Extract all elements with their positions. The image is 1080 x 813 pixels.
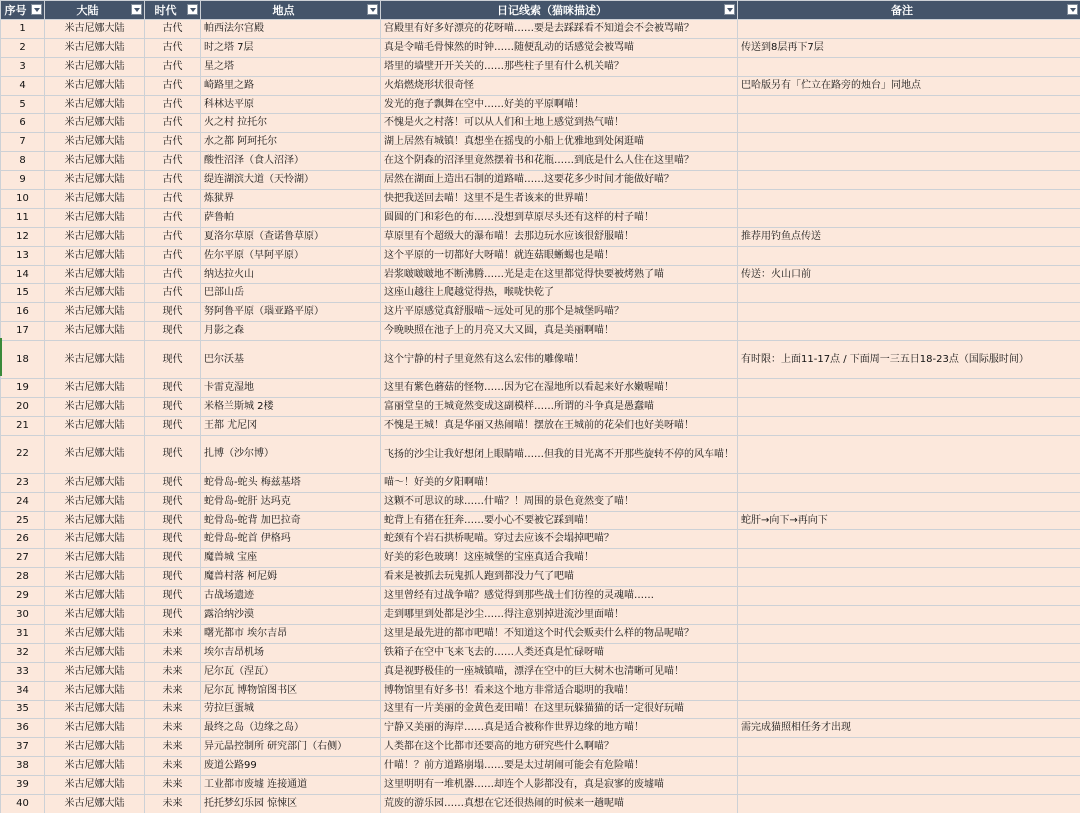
- table-row[interactable]: [1, 246, 1080, 265]
- cell-number[interactable]: 6: [1, 114, 45, 133]
- header-row: [1, 1, 1080, 20]
- header-num: 序号: [1, 1, 45, 20]
- cell-continent[interactable]: 米古尼娜大陆: [45, 379, 145, 398]
- table-row[interactable]: [1, 700, 1080, 719]
- cell-diary-clue[interactable]: 看来是被抓去玩鬼抓人跑到都没力气了吧喵: [381, 568, 738, 587]
- cell-era[interactable]: 现代: [145, 435, 201, 473]
- cell-place[interactable]: 科林达平原: [201, 95, 381, 114]
- cell-place[interactable]: 蛇骨岛-蛇背 加巴拉奇: [201, 511, 381, 530]
- cell-place[interactable]: 王都 尤尼冈: [201, 416, 381, 435]
- cell-number[interactable]: 28: [1, 568, 45, 587]
- cell-number[interactable]: 32: [1, 643, 45, 662]
- cell-place[interactable]: 水之都 阿珂托尔: [201, 133, 381, 152]
- cell-diary-clue[interactable]: 不愧是火之村落！可以从人们和土地上感觉到热气喵！: [381, 114, 738, 133]
- cell-diary-clue[interactable]: 今晚映照在池子上的月亮又大又圆，真是美丽啊喵！: [381, 322, 738, 341]
- cell-era[interactable]: 现代: [145, 379, 201, 398]
- cell-diary-clue[interactable]: 草原里有个超级大的瀑布喵！去那边玩水应该很舒服喵！: [381, 227, 738, 246]
- cell-era[interactable]: 现代: [145, 492, 201, 511]
- cell-diary-clue[interactable]: 不愧是王城！真是华丽又热闹喵！摆放在王城前的花朵们也好美呀喵！: [381, 416, 738, 435]
- cell-place[interactable]: 魔兽村落 柯尼姆: [201, 568, 381, 587]
- table-row[interactable]: [1, 152, 1080, 171]
- cell-number[interactable]: 34: [1, 681, 45, 700]
- cell-continent[interactable]: 米古尼娜大陆: [45, 587, 145, 606]
- table-row[interactable]: [1, 568, 1080, 587]
- cell-place[interactable]: 埃尔吉昂机场: [201, 643, 381, 662]
- table-row[interactable]: [1, 757, 1080, 776]
- filter-dropdown-icon[interactable]: [131, 4, 142, 15]
- cell-note[interactable]: [738, 700, 1080, 719]
- cell-diary-clue[interactable]: 塔里的墙壁开开关关的……那些柱子里有什么机关喵？: [381, 57, 738, 76]
- table-row[interactable]: [1, 794, 1080, 813]
- cell-number[interactable]: 5: [1, 95, 45, 114]
- cell-era[interactable]: 现代: [145, 606, 201, 625]
- cell-number[interactable]: 21: [1, 416, 45, 435]
- cell-continent[interactable]: 米古尼娜大陆: [45, 719, 145, 738]
- cell-note[interactable]: 推荐用钓鱼点传送: [738, 227, 1080, 246]
- cell-number[interactable]: 17: [1, 322, 45, 341]
- cell-note[interactable]: [738, 624, 1080, 643]
- cell-note[interactable]: 巴哈版另有「伫立在路旁的烛台」同地点: [738, 76, 1080, 95]
- table-row[interactable]: [1, 624, 1080, 643]
- cell-place[interactable]: 火之村 拉托尔: [201, 114, 381, 133]
- cell-era[interactable]: 未来: [145, 624, 201, 643]
- cell-number[interactable]: 31: [1, 624, 45, 643]
- cell-continent[interactable]: 米古尼娜大陆: [45, 284, 145, 303]
- table-row[interactable]: [1, 398, 1080, 417]
- cell-number[interactable]: 7: [1, 133, 45, 152]
- cell-place[interactable]: 炼狱界: [201, 190, 381, 209]
- cell-number[interactable]: 9: [1, 171, 45, 190]
- cell-number[interactable]: 27: [1, 549, 45, 568]
- cell-continent[interactable]: 米古尼娜大陆: [45, 171, 145, 190]
- cell-continent[interactable]: 米古尼娜大陆: [45, 190, 145, 209]
- cell-place[interactable]: 尼尔瓦 博物馆图书区: [201, 681, 381, 700]
- table-row[interactable]: [1, 227, 1080, 246]
- cell-number[interactable]: 22: [1, 435, 45, 473]
- cell-note[interactable]: [738, 738, 1080, 757]
- cell-note[interactable]: [738, 681, 1080, 700]
- cell-era[interactable]: 古代: [145, 208, 201, 227]
- cell-diary-clue[interactable]: 喵～！好美的夕阳啊喵！: [381, 473, 738, 492]
- cell-place[interactable]: 月影之森: [201, 322, 381, 341]
- table-row[interactable]: [1, 435, 1080, 473]
- cell-era[interactable]: 现代: [145, 473, 201, 492]
- table-row[interactable]: [1, 190, 1080, 209]
- table-row[interactable]: [1, 587, 1080, 606]
- filter-dropdown-icon[interactable]: [187, 4, 198, 15]
- cell-place[interactable]: 巴尔沃基: [201, 341, 381, 379]
- table-row[interactable]: [1, 57, 1080, 76]
- cell-continent[interactable]: 米古尼娜大陆: [45, 776, 145, 795]
- header-continent: 大陆: [45, 1, 145, 20]
- cell-continent[interactable]: 米古尼娜大陆: [45, 76, 145, 95]
- cell-diary-clue[interactable]: 这里明明有一堆机器……却连个人影都没有，真是寂寥的废墟喵: [381, 776, 738, 795]
- cell-era[interactable]: 古代: [145, 265, 201, 284]
- cell-continent[interactable]: 米古尼娜大陆: [45, 133, 145, 152]
- cell-diary-clue[interactable]: 湖上居然有城镇！真想坐在摇曳的小船上优雅地到处闲逛喵: [381, 133, 738, 152]
- cell-era[interactable]: 现代: [145, 341, 201, 379]
- cell-era[interactable]: 现代: [145, 587, 201, 606]
- cell-era[interactable]: 未来: [145, 757, 201, 776]
- cell-era[interactable]: 未来: [145, 738, 201, 757]
- table-row[interactable]: [1, 416, 1080, 435]
- cell-note[interactable]: 需完成猫照相任务才出现: [738, 719, 1080, 738]
- table-row[interactable]: [1, 171, 1080, 190]
- cell-era[interactable]: 现代: [145, 398, 201, 417]
- cell-diary-clue[interactable]: 火焰燃烧形状很奇怪: [381, 76, 738, 95]
- cell-place[interactable]: 崎路里之路: [201, 76, 381, 95]
- cell-continent[interactable]: 米古尼娜大陆: [45, 246, 145, 265]
- cell-era[interactable]: 未来: [145, 662, 201, 681]
- cell-number[interactable]: 15: [1, 284, 45, 303]
- cell-place[interactable]: 古战场遗迹: [201, 587, 381, 606]
- cell-place[interactable]: 托托梦幻乐园 惊悚区: [201, 794, 381, 813]
- cell-note[interactable]: [738, 322, 1080, 341]
- cell-note[interactable]: [738, 587, 1080, 606]
- cell-note[interactable]: [738, 95, 1080, 114]
- cell-note[interactable]: [738, 757, 1080, 776]
- cell-place[interactable]: 曙光都市 埃尔吉昂: [201, 624, 381, 643]
- cell-continent[interactable]: 米古尼娜大陆: [45, 95, 145, 114]
- cell-note[interactable]: [738, 549, 1080, 568]
- cell-number[interactable]: 18: [1, 341, 45, 379]
- header-place: 地点: [201, 1, 381, 20]
- cell-continent[interactable]: 米古尼娜大陆: [45, 341, 145, 379]
- cell-diary-clue[interactable]: 这个宁静的村子里竟然有这么宏伟的雕像喵！: [381, 341, 738, 379]
- cell-era[interactable]: 古代: [145, 76, 201, 95]
- row-selection-marker: [0, 338, 2, 376]
- cell-era[interactable]: 古代: [145, 20, 201, 39]
- cell-number[interactable]: 39: [1, 776, 45, 795]
- cell-era[interactable]: 古代: [145, 284, 201, 303]
- table-row[interactable]: [1, 681, 1080, 700]
- table-row[interactable]: [1, 95, 1080, 114]
- cell-note[interactable]: [738, 190, 1080, 209]
- cell-number[interactable]: 11: [1, 208, 45, 227]
- cell-diary-clue[interactable]: 这个平原的一切都好大呀喵！就连菇眼蜥蜴也是喵！: [381, 246, 738, 265]
- cell-place[interactable]: 酸性沼泽（食人沼泽）: [201, 152, 381, 171]
- cell-diary-clue[interactable]: 荒废的游乐园……真想在它还很热闹的时候来一趟呢喵: [381, 794, 738, 813]
- header-era: 时代: [145, 1, 201, 20]
- cell-number[interactable]: 20: [1, 398, 45, 417]
- cell-note[interactable]: [738, 398, 1080, 417]
- table-row[interactable]: [1, 208, 1080, 227]
- cell-continent[interactable]: 米古尼娜大陆: [45, 738, 145, 757]
- cell-place[interactable]: 纳达拉火山: [201, 265, 381, 284]
- cell-continent[interactable]: 米古尼娜大陆: [45, 643, 145, 662]
- cell-number[interactable]: 2: [1, 38, 45, 57]
- table-row[interactable]: [1, 643, 1080, 662]
- cell-era[interactable]: 古代: [145, 95, 201, 114]
- cell-continent[interactable]: 米古尼娜大陆: [45, 549, 145, 568]
- cell-continent[interactable]: 米古尼娜大陆: [45, 152, 145, 171]
- cell-note[interactable]: [738, 568, 1080, 587]
- cell-era[interactable]: 现代: [145, 322, 201, 341]
- cell-era[interactable]: 现代: [145, 549, 201, 568]
- cell-note[interactable]: [738, 114, 1080, 133]
- cell-continent[interactable]: 米古尼娜大陆: [45, 473, 145, 492]
- cell-number[interactable]: 24: [1, 492, 45, 511]
- table-row[interactable]: [1, 303, 1080, 322]
- cell-place[interactable]: 尼尔瓦（涅瓦）: [201, 662, 381, 681]
- cell-number[interactable]: 30: [1, 606, 45, 625]
- cell-diary-clue[interactable]: 岩浆啵啵啵地不断沸腾……光是走在这里都觉得快要被烤熟了喵: [381, 265, 738, 284]
- cell-continent[interactable]: 米古尼娜大陆: [45, 227, 145, 246]
- cell-number[interactable]: 38: [1, 757, 45, 776]
- table-row[interactable]: [1, 114, 1080, 133]
- cell-diary-clue[interactable]: 博物馆里有好多书！看来这个地方非常适合聪明的我喵！: [381, 681, 738, 700]
- cell-diary-clue[interactable]: 圆圆的门和彩色的布……没想到草原尽头还有这样的村子喵！: [381, 208, 738, 227]
- cell-place[interactable]: 佐尔平原（早阿平原）: [201, 246, 381, 265]
- cell-note[interactable]: [738, 303, 1080, 322]
- cell-continent[interactable]: 米古尼娜大陆: [45, 265, 145, 284]
- cell-note[interactable]: 蛇肝→向下→再向下: [738, 511, 1080, 530]
- cell-number[interactable]: 3: [1, 57, 45, 76]
- cell-note[interactable]: [738, 662, 1080, 681]
- cell-era[interactable]: 古代: [145, 114, 201, 133]
- cell-place[interactable]: 帕西法尔宫殿: [201, 20, 381, 39]
- table-row[interactable]: [1, 492, 1080, 511]
- cell-note[interactable]: [738, 492, 1080, 511]
- cell-continent[interactable]: 米古尼娜大陆: [45, 530, 145, 549]
- cell-continent[interactable]: 米古尼娜大陆: [45, 662, 145, 681]
- cell-note[interactable]: 传送：火山口前: [738, 265, 1080, 284]
- table-row[interactable]: [1, 776, 1080, 795]
- cell-continent[interactable]: 米古尼娜大陆: [45, 303, 145, 322]
- table-row[interactable]: [1, 662, 1080, 681]
- cell-note[interactable]: 传送到8层再下7层: [738, 38, 1080, 57]
- cell-note[interactable]: [738, 435, 1080, 473]
- cell-continent[interactable]: 米古尼娜大陆: [45, 700, 145, 719]
- cell-continent[interactable]: 米古尼娜大陆: [45, 38, 145, 57]
- cell-place[interactable]: 卡雷克湿地: [201, 379, 381, 398]
- cell-note[interactable]: [738, 606, 1080, 625]
- cell-number[interactable]: 14: [1, 265, 45, 284]
- cell-era[interactable]: 现代: [145, 568, 201, 587]
- table-row[interactable]: [1, 549, 1080, 568]
- cell-number[interactable]: 36: [1, 719, 45, 738]
- cell-continent[interactable]: 米古尼娜大陆: [45, 794, 145, 813]
- cell-continent[interactable]: 米古尼娜大陆: [45, 492, 145, 511]
- cell-place[interactable]: 星之塔: [201, 57, 381, 76]
- filter-dropdown-icon[interactable]: [31, 4, 42, 15]
- cell-era[interactable]: 未来: [145, 794, 201, 813]
- table-row[interactable]: [1, 284, 1080, 303]
- cell-diary-clue[interactable]: 铁箱子在空中飞来飞去的……人类还真是忙碌呀喵: [381, 643, 738, 662]
- cell-number[interactable]: 37: [1, 738, 45, 757]
- cell-diary-clue[interactable]: 这里曾经有过战争喵？感觉得到那些战士们彷徨的灵魂喵……: [381, 587, 738, 606]
- cell-continent[interactable]: 米古尼娜大陆: [45, 322, 145, 341]
- cell-note[interactable]: [738, 20, 1080, 39]
- cell-diary-clue[interactable]: 宁静又美丽的海岸……真是适合被称作世界边缘的地方喵！: [381, 719, 738, 738]
- cell-place[interactable]: 蛇骨岛-蛇肝 达玛克: [201, 492, 381, 511]
- cell-era[interactable]: 现代: [145, 303, 201, 322]
- cell-note[interactable]: [738, 794, 1080, 813]
- cell-continent[interactable]: 米古尼娜大陆: [45, 757, 145, 776]
- cell-era[interactable]: 未来: [145, 776, 201, 795]
- cell-diary-clue[interactable]: 宫殿里有好多好漂亮的花呀喵……要是去踩踩看不知道会不会被骂喵？: [381, 20, 738, 39]
- cell-diary-clue[interactable]: 真是视野极佳的一座城镇喵，漂浮在空中的巨大树木也清晰可见喵！: [381, 662, 738, 681]
- cell-era[interactable]: 现代: [145, 530, 201, 549]
- cell-number[interactable]: 40: [1, 794, 45, 813]
- cell-continent[interactable]: 米古尼娜大陆: [45, 416, 145, 435]
- cell-era[interactable]: 现代: [145, 511, 201, 530]
- cell-place[interactable]: 工业都市废墟 连接通道: [201, 776, 381, 795]
- table-row[interactable]: [1, 76, 1080, 95]
- cell-note[interactable]: [738, 133, 1080, 152]
- cell-note[interactable]: [738, 416, 1080, 435]
- cell-number[interactable]: 23: [1, 473, 45, 492]
- cell-note[interactable]: [738, 152, 1080, 171]
- cell-diary-clue[interactable]: 这颗不可思议的球……什喵？！周围的景色竟然变了喵！: [381, 492, 738, 511]
- table-row[interactable]: [1, 133, 1080, 152]
- table-row[interactable]: [1, 738, 1080, 757]
- table-row[interactable]: [1, 719, 1080, 738]
- table-row[interactable]: [1, 606, 1080, 625]
- table-body: [1, 20, 1080, 813]
- cell-number[interactable]: 13: [1, 246, 45, 265]
- cell-place[interactable]: 萨鲁帕: [201, 208, 381, 227]
- cell-era[interactable]: 未来: [145, 700, 201, 719]
- table-row[interactable]: [1, 511, 1080, 530]
- cell-place[interactable]: 缇连湖滨大道（天怜湖）: [201, 171, 381, 190]
- cell-continent[interactable]: 米古尼娜大陆: [45, 208, 145, 227]
- cell-number[interactable]: 25: [1, 511, 45, 530]
- cell-continent[interactable]: 米古尼娜大陆: [45, 114, 145, 133]
- cell-diary-clue[interactable]: 快把我送回去喵！这里不是生者该来的世界喵！: [381, 190, 738, 209]
- header-diary: 日记线索（猫咪描述）: [381, 1, 738, 20]
- cell-place[interactable]: 扎博（沙尔博）: [201, 435, 381, 473]
- cell-diary-clue[interactable]: 蛇颈有个岩石拱桥呢喵。穿过去应该不会塌掉吧喵？: [381, 530, 738, 549]
- filter-dropdown-icon[interactable]: [724, 4, 735, 15]
- cell-continent[interactable]: 米古尼娜大陆: [45, 57, 145, 76]
- cell-era[interactable]: 古代: [145, 227, 201, 246]
- cell-note[interactable]: [738, 284, 1080, 303]
- cell-diary-clue[interactable]: 这座山越往上爬越觉得热，喉咙快乾了: [381, 284, 738, 303]
- cell-note[interactable]: [738, 171, 1080, 190]
- cell-era[interactable]: 未来: [145, 643, 201, 662]
- cell-place[interactable]: 异元晶控制所 研究部门（右侧）: [201, 738, 381, 757]
- cell-diary-clue[interactable]: 蛇背上有猪在狂奔……要小心不要被它踩到喵！: [381, 511, 738, 530]
- cell-continent[interactable]: 米古尼娜大陆: [45, 624, 145, 643]
- cell-era[interactable]: 未来: [145, 681, 201, 700]
- cell-diary-clue[interactable]: 这里有一片美丽的金黄色麦田喵！在这里玩躲猫猫的话一定很好玩喵: [381, 700, 738, 719]
- cell-number[interactable]: 10: [1, 190, 45, 209]
- cell-diary-clue[interactable]: 在这个阴森的沼泽里竟然摆着书和花瓶……到底是什么人住在这里喵？: [381, 152, 738, 171]
- table-row[interactable]: [1, 341, 1080, 379]
- table-row[interactable]: [1, 530, 1080, 549]
- cell-diary-clue[interactable]: 真是令喵毛骨悚然的时钟……随便乱动的话感觉会被骂喵: [381, 38, 738, 57]
- table-row[interactable]: [1, 322, 1080, 341]
- cell-note[interactable]: [738, 473, 1080, 492]
- cell-place[interactable]: 魔兽城 宝座: [201, 549, 381, 568]
- cell-note[interactable]: [738, 246, 1080, 265]
- cell-number[interactable]: 19: [1, 379, 45, 398]
- cell-place[interactable]: 废道公路99: [201, 757, 381, 776]
- cell-era[interactable]: 古代: [145, 246, 201, 265]
- filter-dropdown-icon[interactable]: [367, 4, 378, 15]
- cell-number[interactable]: 4: [1, 76, 45, 95]
- cell-diary-clue[interactable]: 走到哪里到处都是沙尘……得注意别掉进流沙里面喵！: [381, 606, 738, 625]
- cell-diary-clue[interactable]: 富丽堂皇的王城竟然变成这副模样……所谓的斗争真是愚蠢喵: [381, 398, 738, 417]
- cell-continent[interactable]: 米古尼娜大陆: [45, 606, 145, 625]
- cell-place[interactable]: 时之塔 7层: [201, 38, 381, 57]
- table-row[interactable]: [1, 20, 1080, 39]
- cell-place[interactable]: 蛇骨岛-蛇头 梅兹基塔: [201, 473, 381, 492]
- cell-diary-clue[interactable]: 居然在湖面上造出石制的道路喵……这要花多少时间才能做好喵？: [381, 171, 738, 190]
- filter-dropdown-icon[interactable]: [1067, 4, 1078, 15]
- cell-number[interactable]: 35: [1, 700, 45, 719]
- cell-continent[interactable]: 米古尼娜大陆: [45, 398, 145, 417]
- cell-note[interactable]: [738, 643, 1080, 662]
- cell-era[interactable]: 古代: [145, 190, 201, 209]
- cell-number[interactable]: 8: [1, 152, 45, 171]
- cell-place[interactable]: 米格兰斯城 2楼: [201, 398, 381, 417]
- cell-note[interactable]: 有时限：上面11-17点 / 下面周一三五日18-23点（国际服时间）: [738, 341, 1080, 379]
- cell-place[interactable]: 劳拉巨蛋城: [201, 700, 381, 719]
- cell-place[interactable]: 巴部山岳: [201, 284, 381, 303]
- table-row[interactable]: [1, 379, 1080, 398]
- cell-number[interactable]: 33: [1, 662, 45, 681]
- cell-era[interactable]: 古代: [145, 171, 201, 190]
- cell-era[interactable]: 古代: [145, 38, 201, 57]
- cell-number[interactable]: 16: [1, 303, 45, 322]
- cell-era[interactable]: 古代: [145, 57, 201, 76]
- cell-diary-clue[interactable]: 这里是最先进的都市吧喵！不知道这个时代会贩卖什么样的物品呢喵？: [381, 624, 738, 643]
- cell-diary-clue[interactable]: 这片平原感觉真舒服喵～远处可见的那个是城堡吗喵？: [381, 303, 738, 322]
- cell-diary-clue[interactable]: 这里有紫色蘑菇的怪物……因为它在湿地所以看起来好水嫩喔喵！: [381, 379, 738, 398]
- cell-era[interactable]: 现代: [145, 416, 201, 435]
- cell-place[interactable]: 露洽纳沙漠: [201, 606, 381, 625]
- cell-note[interactable]: [738, 208, 1080, 227]
- cell-number[interactable]: 29: [1, 587, 45, 606]
- cell-place[interactable]: 夏洛尔草原（查诺鲁草原）: [201, 227, 381, 246]
- cell-note[interactable]: [738, 379, 1080, 398]
- header-note: 备注: [738, 1, 1080, 20]
- cell-number[interactable]: 12: [1, 227, 45, 246]
- cell-note[interactable]: [738, 530, 1080, 549]
- cell-continent[interactable]: 米古尼娜大陆: [45, 511, 145, 530]
- cell-era[interactable]: 古代: [145, 152, 201, 171]
- cell-diary-clue[interactable]: 什喵！？前方道路崩塌……要是太过胡闹可能会有危险喵！: [381, 757, 738, 776]
- cell-number[interactable]: 1: [1, 20, 45, 39]
- cell-number[interactable]: 26: [1, 530, 45, 549]
- cell-diary-clue[interactable]: 发光的孢子飘舞在空中……好美的平原啊喵！: [381, 95, 738, 114]
- cell-continent[interactable]: 米古尼娜大陆: [45, 568, 145, 587]
- cell-note[interactable]: [738, 776, 1080, 795]
- cell-era[interactable]: 古代: [145, 133, 201, 152]
- cell-diary-clue[interactable]: 人类都在这个比都市还要高的地方研究些什么啊喵？: [381, 738, 738, 757]
- cell-note[interactable]: [738, 57, 1080, 76]
- cell-continent[interactable]: 米古尼娜大陆: [45, 20, 145, 39]
- cell-place[interactable]: 最终之岛（边缘之岛）: [201, 719, 381, 738]
- table-row[interactable]: [1, 473, 1080, 492]
- cell-era[interactable]: 未来: [145, 719, 201, 738]
- cell-place[interactable]: 努阿鲁平原（瑙亚路平原）: [201, 303, 381, 322]
- cell-continent[interactable]: 米古尼娜大陆: [45, 681, 145, 700]
- cell-continent[interactable]: 米古尼娜大陆: [45, 435, 145, 473]
- cell-diary-clue[interactable]: 好美的彩色玻璃！这座城堡的宝座真适合我喵！: [381, 549, 738, 568]
- cell-diary-clue[interactable]: 飞扬的沙尘让我好想闭上眼睛喵……但我的目光离不开那些旋转不停的风车喵！: [381, 435, 738, 473]
- cell-place[interactable]: 蛇骨岛-蛇首 伊格玛: [201, 530, 381, 549]
- table-row[interactable]: [1, 38, 1080, 57]
- table-row[interactable]: [1, 265, 1080, 284]
